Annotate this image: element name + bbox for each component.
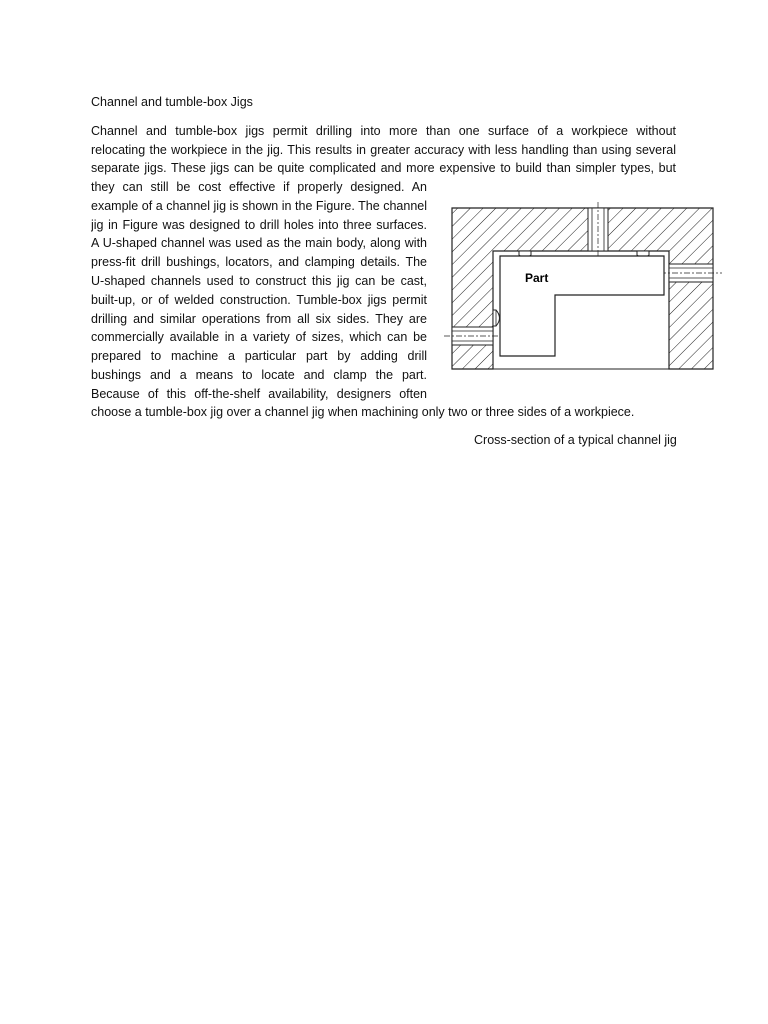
paragraph-line: prepared to machine a particular part by adding drill [91, 349, 427, 364]
paragraph-line: they can still be cost effective if properly designed. An [91, 180, 427, 194]
figure-caption: Cross-section of a typical channel jig [474, 433, 677, 447]
paragraph-line: commercially available in a variety of sizes, which can be [91, 330, 427, 345]
paragraph-line: relocating the workpiece in the jig. This results in greater accuracy with less handling than using several [91, 142, 676, 157]
section-heading: Channel and tumble-box Jigs [91, 95, 253, 109]
paragraph-line: example of a channel jig is shown in the Figure. The channel [91, 198, 427, 213]
paragraph-line: U-shaped channels used to construct this jig can be cast, [91, 273, 427, 288]
paragraph-line: bushings and a means to locate and clamp the part. [91, 367, 427, 382]
paragraph-line: A U-shaped channel was used as the main body, along with [91, 236, 427, 251]
channel-jig-drawing [440, 200, 730, 375]
closing-line: choose a tumble-box jig over a channel jig when machining only two or three sides of a workpiece. [91, 405, 635, 419]
paragraph-line: separate jigs. These jigs can be quite complicated and more expensive to build than simpler types, but [91, 161, 676, 175]
paragraph-line: Channel and tumble-box jigs permit drilling into more than one surface of a workpiece without [91, 124, 676, 138]
part-label: Part [525, 271, 549, 285]
paragraph-line: built-up, or of welded construction. Tumble-box jigs permit [91, 292, 427, 307]
paragraph-line: drilling and similar operations from all six sides. They are [91, 311, 427, 326]
channel-jig-figure [440, 200, 730, 375]
side-paragraph [91, 178, 427, 404]
paragraph-line: jig in Figure was designed to drill holes into three surfaces. [91, 217, 427, 232]
paragraph-line: press-fit drill bushings, locators, and clamping details. The [91, 255, 427, 270]
intro-paragraph [91, 122, 676, 178]
paragraph-line: Because of this off-the-shelf availability, designers often [91, 386, 427, 401]
